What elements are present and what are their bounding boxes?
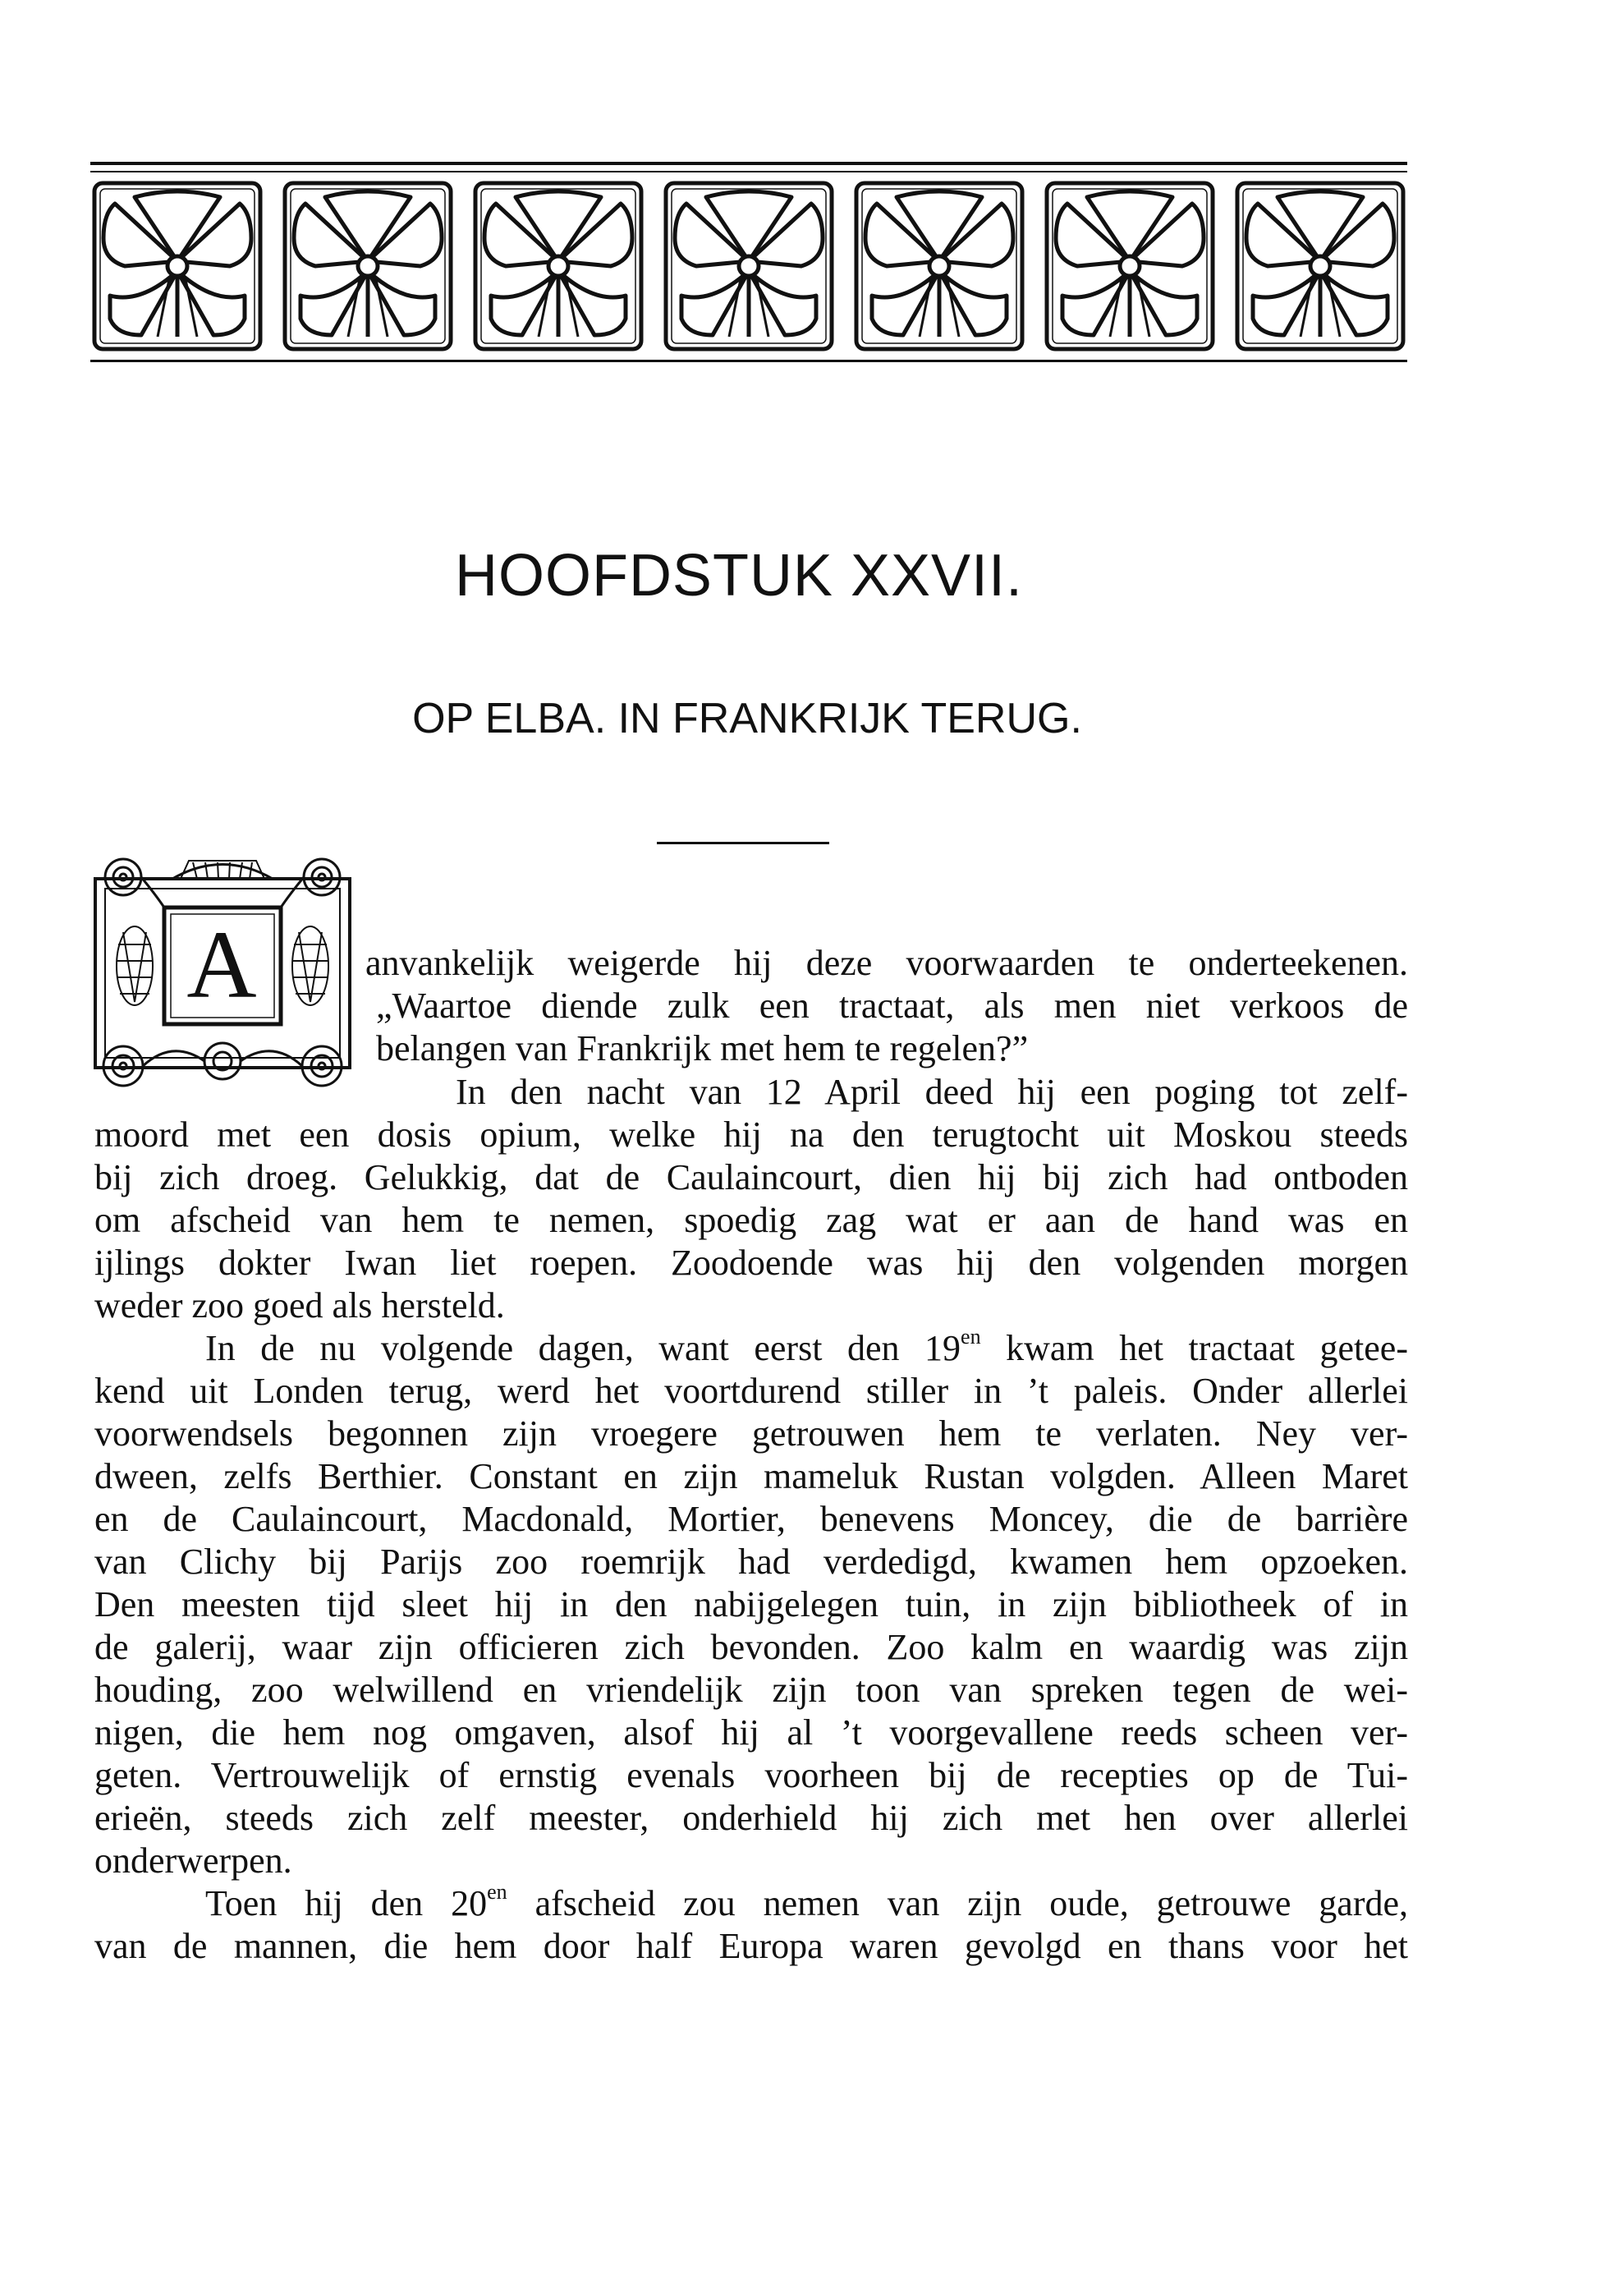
text-line: de galerij, waar zijn officieren zich bevonden. Zoo kalm en waardig was zijn (94, 1627, 1408, 1667)
ornament-tile (1044, 181, 1215, 352)
text-line: van Clichy bij Parijs zoo roemrijk had verdedigd, kwamen hem opzoeken. (94, 1542, 1408, 1582)
text-line: geten. Vertrouwelijk of ernstig evenals voorheen bij de recepties op de Tui- (94, 1755, 1408, 1795)
text-fragment: afscheid zou nemen van zijn oude, getrouwe garde, (507, 1883, 1409, 1923)
text-line: houding, zoo welwillend en vriendelijk zijn toon van spreken tegen de wei- (94, 1670, 1408, 1710)
text-line: moord met een dosis opium, welke hij na den terugtocht uit Moskou steeds (94, 1114, 1408, 1155)
text-fragment: In de nu volgende dagen, want eerst den 19 (205, 1328, 961, 1368)
decorative-header-border (92, 181, 1406, 352)
ornament-tile (282, 181, 453, 352)
text-line: anvankelijk weigerde hij deze voorwaarden te onderteekenen. (365, 943, 1408, 983)
superscript: en (487, 1880, 507, 1904)
text-line: voorwendsels begonnen zijn vroegere getrouwen hem te verlaten. Ney ver- (94, 1413, 1408, 1454)
text-line: „Waartoe diende zulk een tractaat, als men niet verkoos de (376, 986, 1408, 1026)
text-line: erieën, steeds zich zelf meester, onderhield hij zich met hen over allerlei (94, 1798, 1408, 1838)
text-line: bij zich droeg. Gelukkig, dat de Caulaincourt, dien hij bij zich had ontboden (94, 1157, 1408, 1197)
text-line: van de mannen, die hem door half Europa waren gevolgd en thans voor het (94, 1926, 1408, 1966)
text-line: ijlings dokter Iwan liet roepen. Zoodoende was hij den volgenden morgen (94, 1243, 1408, 1283)
chapter-heading-text: HOOFDSTUK XXVII. (454, 543, 1024, 609)
drop-cap-letter: A (186, 911, 257, 1018)
section-divider-rule (657, 842, 829, 844)
text-line (205, 1880, 1409, 1924)
text-line: In den nacht van 12 April deed hij een poging tot zelf- (456, 1072, 1408, 1112)
superscript: en (961, 1325, 981, 1349)
text-line: belangen van Frankrijk met hem te regelen?” (376, 1028, 1029, 1068)
text-line: Den meesten tijd sleet hij in den nabijgelegen tuin, in zijn bibliotheek of in (94, 1584, 1408, 1624)
chapter-subtitle: OP ELBA. IN FRANKRIJK TERUG. (412, 695, 1082, 742)
text-line: en de Caulaincourt, Macdonald, Mortier, benevens Moncey, die de barrière (94, 1499, 1408, 1539)
text-line: dween, zelfs Berthier. Constant en zijn mameluk Rustan volgden. Alleen Maret (94, 1456, 1408, 1496)
ornament-tile (663, 181, 834, 352)
text-fragment: Toen hij den 20 (205, 1883, 488, 1923)
text-line: kend uit Londen terug, werd het voortdurend stiller in ’t paleis. Onder allerlei (94, 1371, 1408, 1411)
text-line: om afscheid van hem te nemen, spoedig zag wat er aan de hand was en (94, 1200, 1408, 1240)
ornament-tile (854, 181, 1025, 352)
header-top-rule-thin (90, 171, 1407, 172)
text-fragment: kwam het tractaat getee- (980, 1328, 1408, 1368)
text-line: onderwerpen. (94, 1840, 292, 1881)
text-line (205, 1325, 1408, 1369)
ornament-tile (1235, 181, 1406, 352)
text-line: weder zoo goed als hersteld. (94, 1285, 505, 1326)
ornament-tile (473, 181, 644, 352)
header-top-rule (90, 162, 1407, 165)
header-bottom-rule (90, 360, 1407, 362)
text-line: nigen, die hem nog omgaven, alsof hij al ’t voorgevallene reeds scheen ver- (94, 1712, 1408, 1753)
chapter-heading (0, 542, 1478, 609)
ornament-tile (92, 181, 263, 352)
